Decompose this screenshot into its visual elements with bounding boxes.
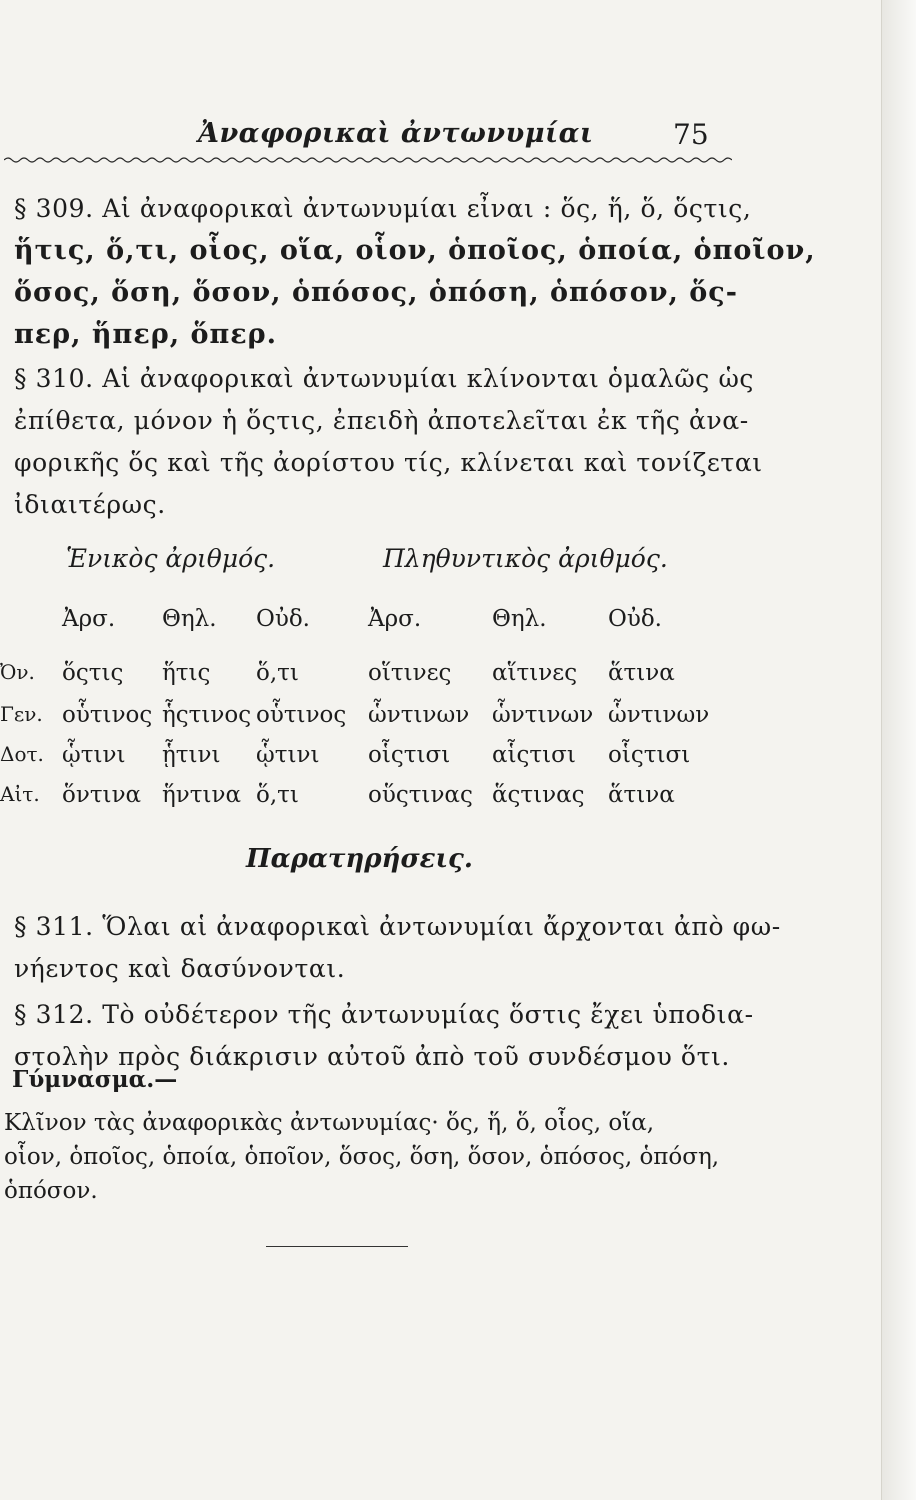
observations-heading: Παρατηρήσεις. [246, 844, 473, 874]
case-label: Γεν. [0, 702, 43, 726]
plural-heading: Πληθυντικὸς ἀριθμός. [383, 544, 668, 573]
table-row [0, 742, 730, 782]
table-cell: οὗτινος [256, 702, 347, 728]
section-311-line: § 311. Ὅλαι αἱ ἀναφορικαὶ ἀντωνυμίαι ἄρχονται ἀπὸ φω- [14, 912, 781, 941]
section-312-line: § 312. Τὸ οὐδέτερον τῆς ἀντωνυμίας ὅστις ἔχει ὑποδια- [14, 1000, 754, 1029]
section-309-line: ὅσος, ὅση, ὅσον, ὁπόσος, ὁπόση, ὁπόσον, ὅς- [14, 277, 738, 308]
table-cell: αἷςτισι [492, 742, 576, 768]
running-title: Ἀναφορικαὶ ἀντωνυμίαι [198, 118, 594, 149]
table-cell: ἅςτινας [492, 782, 585, 808]
case-label: Αἰτ. [0, 782, 40, 806]
table-cell: οὕςτινας [368, 782, 473, 808]
table-cell: ᾧτινι [256, 742, 320, 768]
section-310-line: § 310. Αἱ ἀναφορικαὶ ἀντωνυμίαι κλίνονται ὁμαλῶς ὡς [14, 364, 755, 393]
table-header-cell: Θηλ. [162, 606, 217, 632]
table-cell: ᾧτινι [62, 742, 126, 768]
singular-heading: Ἑνικὸς ἀριθμός. [66, 544, 276, 573]
table-cell: οὗτινος [62, 702, 153, 728]
section-310-line: φορικῆς ὅς καὶ τῆς ἀορίστου τίς, κλίνεται καὶ τονίζεται [14, 448, 763, 477]
end-rule [266, 1246, 408, 1247]
table-cell: ὅ,τι [256, 782, 299, 808]
table-header-cell: Οὐδ. [608, 606, 662, 632]
exercise-line: Κλῖνον τὰς ἀναφορικὰς ἀντωνυμίας· ὅς, ἥ, ὅ, οἷος, οἵα, [4, 1110, 655, 1136]
table-header-cell: Ἀρσ. [62, 606, 116, 632]
table-header-cell: Οὐδ. [256, 606, 310, 632]
exercise-text [4, 1106, 720, 1208]
table-header-row [0, 606, 730, 646]
section-311 [14, 906, 781, 990]
section-312-line: στολὴν πρὸς διάκρισιν αὐτοῦ ἀπὸ τοῦ συνδέσμου ὅτι. [14, 1042, 730, 1071]
table-cell: ᾗτινι [162, 742, 221, 768]
table-cell: ὧντινων [608, 702, 710, 728]
table-cell: οἵτινες [368, 660, 452, 686]
table-cell: ὅςτις [62, 660, 124, 686]
section-309-line: § 309. Αἱ ἀναφορικαὶ ἀντωνυμίαι εἶναι : ὅς, ἥ, ὅ, ὅςτις, [14, 194, 752, 223]
table-cell: ὧντινων [492, 702, 594, 728]
table-cell: ἅτινα [608, 782, 675, 808]
case-label: Ὀν. [0, 660, 35, 684]
section-310 [14, 358, 763, 526]
table-header-cell: Ἀρσ. [368, 606, 422, 632]
table-cell: ἧςτινος [162, 702, 252, 728]
table-cell: ὧντινων [368, 702, 470, 728]
section-309 [14, 188, 816, 356]
page-edge [881, 0, 916, 1500]
table-cell: οἷςτισι [608, 742, 691, 768]
table-header-cell: Θηλ. [492, 606, 547, 632]
table-cell: αἵτινες [492, 660, 578, 686]
page-number: 75 [673, 118, 709, 151]
section-311-line: νήεντος καὶ δασύνονται. [14, 954, 346, 983]
section-309-line: ἥτις, ὅ,τι, οἷος, οἵα, οἷον, ὁποῖος, ὁποία, ὁποῖον, [14, 235, 816, 266]
case-label: Δοτ. [0, 742, 44, 766]
section-310-line: ἰδιαιτέρως. [14, 490, 166, 519]
section-310-line: ἐπίθετα, μόνον ἡ ὅςτις, ἐπειδὴ ἀποτελεῖται ἐκ τῆς ἀνα- [14, 406, 749, 435]
table-cell: ὅντινα [62, 782, 142, 808]
exercise-line: οἷον, ὁποῖος, ὁποία, ὁποῖον, ὅσος, ὅση, ὅσον, ὁπόσος, ὁπόση, [4, 1144, 720, 1170]
table-cell: οἷςτισι [368, 742, 451, 768]
table-row [0, 782, 730, 822]
section-309-line: περ, ἥπερ, ὅπερ. [14, 319, 278, 350]
table-cell: ὅ,τι [256, 660, 299, 686]
table-cell: ἅτινα [608, 660, 675, 686]
table-row [0, 660, 730, 700]
table-cell: ἥντινα [162, 782, 242, 808]
wavy-rule [4, 156, 732, 164]
exercise-title: Γύμνασμα.— [12, 1066, 178, 1093]
page-header [0, 118, 732, 170]
exercise-line: ὁπόσον. [4, 1178, 98, 1204]
table-row [0, 702, 730, 742]
table-cell: ἥτις [162, 660, 211, 686]
